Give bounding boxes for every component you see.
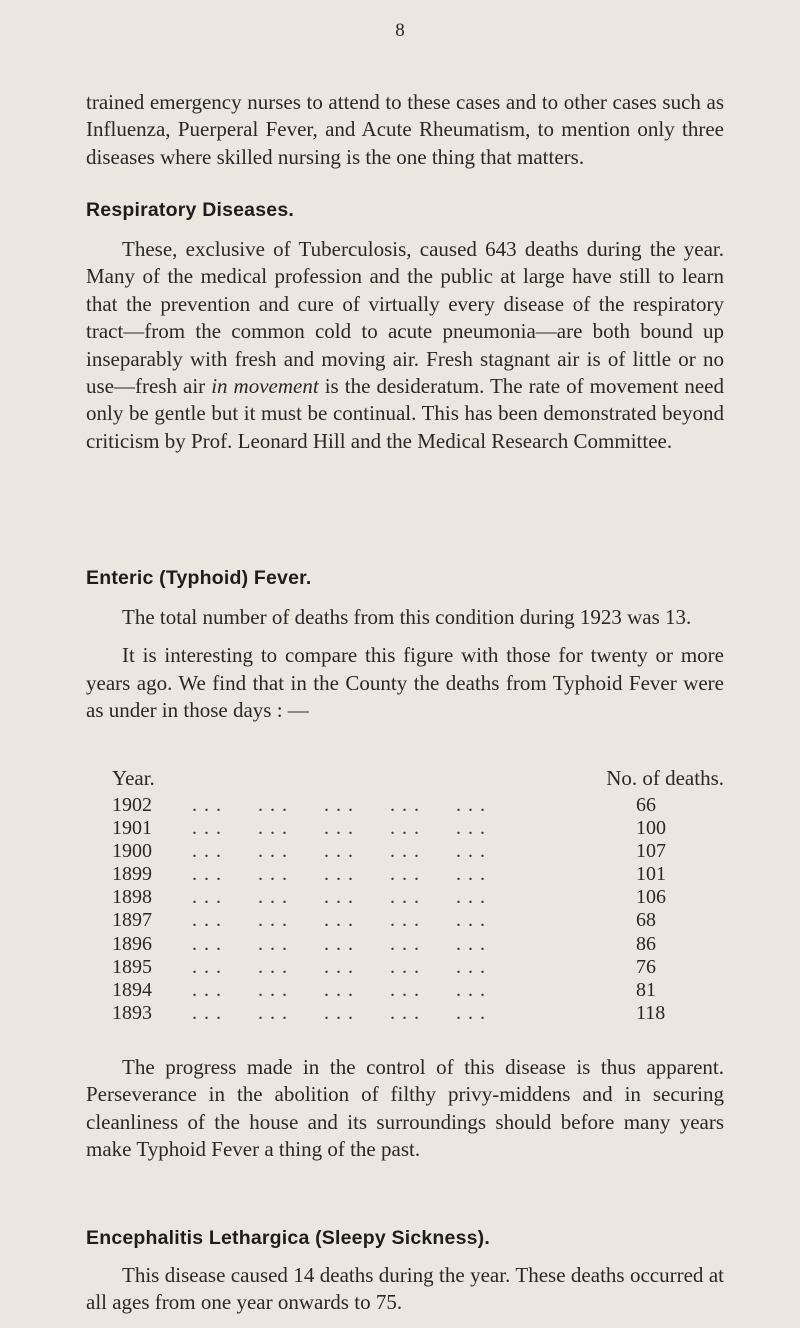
row-deaths: 76: [636, 955, 656, 978]
intro-paragraph: trained emergency nurses to attend to these cases and to other cases such as Influenza, Puerperal Fever, and Acute Rheumatism, to mention only three diseases where skilled nursing is the one thing that matters.: [86, 90, 724, 169]
row-year: 1895: [112, 955, 152, 978]
row-deaths: 118: [636, 1001, 666, 1024]
dot-leader: . . . . . . . . . . . . . . .: [192, 886, 486, 909]
row-deaths: 106: [636, 886, 666, 909]
table-row: [86, 956, 724, 979]
row-year: 1897: [112, 909, 152, 932]
enteric-paragraph-1: The total number of deaths from this condition during 1923 was 13.: [122, 605, 692, 629]
respiratory-emphasis: in movement: [211, 374, 319, 399]
enteric-heading: Enteric (Typhoid) Fever.: [86, 567, 312, 589]
enteric-paragraph-2: It is interesting to compare this figure with those for twenty or more years ago. We find that in the County the deaths from Typhoid Fever were as under in those days : —: [86, 643, 724, 723]
row-deaths: 68: [636, 909, 656, 932]
table-row: [86, 886, 724, 909]
row-year: 1899: [112, 863, 152, 886]
respiratory-section: [86, 199, 724, 455]
row-year: 1901: [112, 817, 152, 840]
row-deaths: 66: [636, 794, 656, 816]
enteric-conclusion: [86, 1054, 724, 1164]
row-deaths: 86: [636, 932, 656, 955]
table-header: [86, 766, 724, 794]
row-year: 1894: [112, 978, 152, 1001]
dot-leader: . . . . . . . . . . . . . . .: [192, 909, 486, 932]
encephalitis-section: [86, 1227, 724, 1317]
row-year: 1902: [112, 794, 152, 816]
row-deaths: 100: [636, 817, 666, 840]
respiratory-text-end: is the desideratum. The rate of movement need only be gentle but it must be continual. This has been demonstrated beyond criticism by Prof. Leonard Hill and the Medical Research Committee.: [86, 374, 724, 453]
respiratory-paragraph: [86, 236, 724, 455]
dot-leader: . . . . . . . . . . . . . . .: [192, 817, 486, 840]
encephalitis-paragraph: This disease caused 14 deaths during the year. These deaths occurred at all ages from one year onwards to 75.: [86, 1263, 724, 1315]
dot-leader: . . . . . . . . . . . . . . .: [192, 932, 486, 955]
page-number: 8: [395, 20, 405, 41]
table-row: [86, 979, 724, 1002]
table-row: [86, 794, 724, 817]
row-year: 1896: [112, 932, 152, 955]
dot-leader: . . . . . . . . . . . . . . .: [192, 1001, 486, 1024]
enteric-section: [86, 567, 724, 725]
dot-leader: . . . . . . . . . . . . . . .: [192, 978, 486, 1001]
row-deaths: 81: [636, 978, 656, 1001]
encephalitis-heading: Encephalitis Lethargica (Sleepy Sickness).: [86, 1227, 490, 1249]
table-row: [86, 840, 724, 863]
row-deaths: 107: [636, 840, 666, 863]
table-row: [86, 909, 724, 932]
row-year: 1893: [112, 1001, 152, 1024]
respiratory-text-start: These, exclusive of Tuberculosis, caused 643 deaths during the year. Many of the medical profession and the public at large have still to learn that the prevention and cure of virtually every disease of the respiratory tract—from the common cold to acute pneumonia—are both bound up inseparably with fresh and moving air. Fresh stagnant air is of little or no use—fresh air: [86, 237, 724, 399]
table-row: [86, 933, 724, 956]
typhoid-deaths-table: [86, 766, 724, 1025]
table-rows: [86, 794, 724, 1025]
table-row: [86, 863, 724, 886]
respiratory-heading: Respiratory Diseases.: [86, 199, 294, 221]
intro-section: [86, 89, 724, 171]
row-year: 1900: [112, 840, 152, 863]
table-row: [86, 1002, 724, 1025]
dot-leader: . . . . . . . . . . . . . . .: [192, 840, 486, 863]
dot-leader: . . . . . . . . . . . . . . .: [192, 955, 486, 978]
row-year: 1898: [112, 886, 152, 909]
dot-leader: . . . . . . . . . . . . . . .: [192, 863, 486, 886]
dot-leader: . . . . . . . . . . . . . . .: [192, 794, 486, 816]
row-deaths: 101: [636, 863, 666, 886]
table-row: [86, 817, 724, 840]
enteric-paragraph-3: The progress made in the control of this disease is thus apparent. Perseverance in the abolition of filthy privy-middens and in securing cleanliness of the house and its surroundings should before many years make Typhoid Fever a thing of the past.: [86, 1055, 724, 1162]
column-header-year: Year.: [112, 766, 155, 790]
column-header-deaths: No. of deaths.: [606, 766, 724, 790]
